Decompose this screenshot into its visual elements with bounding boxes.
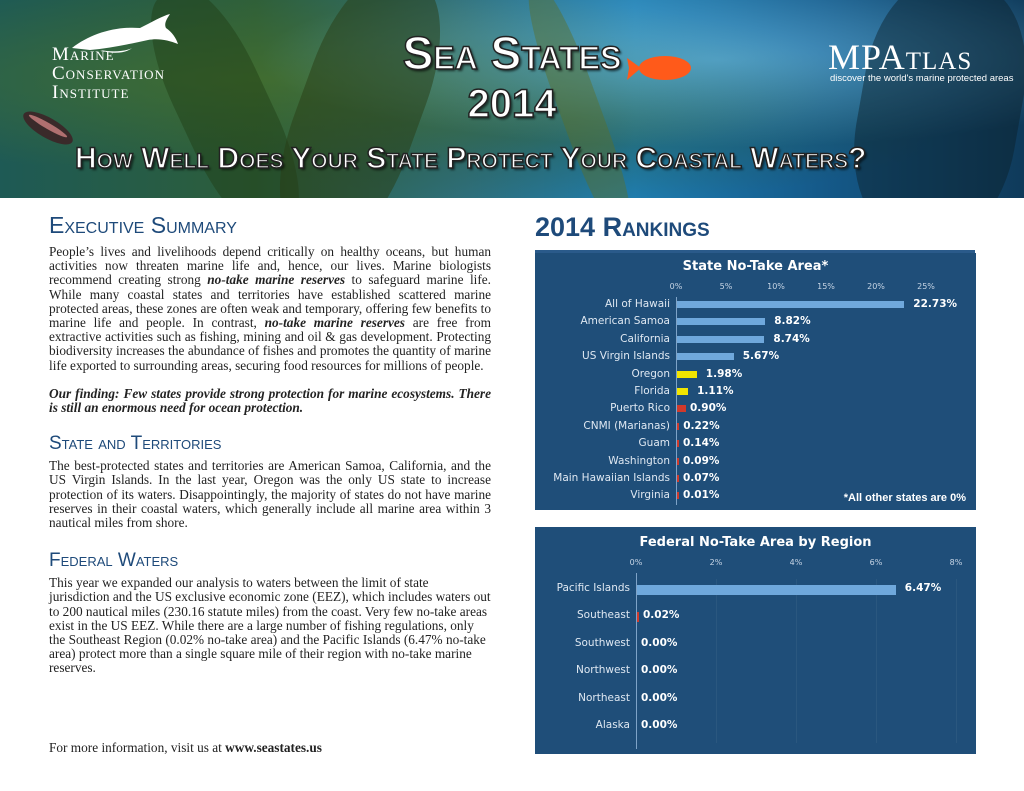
x-tick-label: 2% <box>709 558 723 567</box>
text-run: are free from extractive activities such as fishing, mining and oil & gas development. Protecting biodiversity increases the abundance of fishes and promotes the quantity of marine life exported to surrounding areas, securing food resources for millions of people. <box>49 315 491 373</box>
category-label: US Virgin Islands <box>582 350 670 363</box>
data-bar <box>677 353 734 360</box>
category-label: Southeast <box>577 609 630 622</box>
org-name-line: Marine <box>52 44 115 65</box>
data-bar <box>677 440 679 447</box>
x-tick-label: 0% <box>669 282 683 291</box>
value-label: 0.09% <box>683 454 720 467</box>
value-label: 22.73% <box>913 298 958 310</box>
website-link[interactable]: www.seastates.us <box>225 740 322 755</box>
value-label: 6.47% <box>904 582 942 594</box>
bar-row <box>535 401 976 418</box>
value-label: 0.00% <box>641 719 678 731</box>
data-bar <box>677 318 765 325</box>
value-label: 1.11% <box>697 385 734 397</box>
category-label: Northwest <box>575 664 630 677</box>
value-label: 5.67% <box>742 350 780 363</box>
report-title: Sea States <box>402 27 622 79</box>
category-label: CNMI (Marianas) <box>583 419 670 432</box>
x-tick-label: 4% <box>789 558 803 567</box>
x-tick-label: 6% <box>869 558 883 567</box>
category-label: California <box>620 332 670 345</box>
federal-heading: Federal Waters <box>49 550 179 572</box>
chart-footnote: *All other states are 0% <box>843 492 966 504</box>
bar-row <box>535 579 976 596</box>
mpatlas-logo: MPAtlas <box>828 37 973 77</box>
x-tick-label: 0% <box>629 558 643 567</box>
bar-row <box>535 419 976 436</box>
bar-row <box>535 314 976 331</box>
text-run: People’s lives and livelihoods depend critically on healthy oceans, but human activities now threaten marine life and, hence, our lives. Marine biologists recommend creating strong <box>49 244 491 288</box>
category-label: All of Hawaii <box>605 298 670 310</box>
category-label: Oregon <box>631 367 670 380</box>
data-bar <box>677 458 679 465</box>
rankings-heading: 2014 Rankings <box>535 212 710 242</box>
value-label: 0.22% <box>683 419 720 432</box>
x-tick-label: 5% <box>719 282 733 291</box>
federal-text: This year we expanded our analysis to waters between the limit of state jurisdiction and the US exclusive economic zone (EEZ), which includes waters out to 200 nautical miles (230.16 statute miles) from the coast. Very few no-take areas exist in the US EEZ. While there are a large number of fishing regulations, only the Southeast Region (0.02% no-take area) and the Pacific Islands (6.47% no-take area) protect more than a single square mile of their region with no-take marine reserves. <box>49 575 491 676</box>
data-bar <box>677 405 686 412</box>
x-tick-label: 8% <box>949 558 963 567</box>
report-subtitle: How Well Does Your State Protect Your Coastal Waters? <box>75 142 867 175</box>
value-label: 0.07% <box>683 472 720 484</box>
category-label: Main Hawaiian Islands <box>553 472 670 484</box>
category-label: Virginia <box>630 489 670 502</box>
category-label: Alaska <box>595 719 630 731</box>
executive-summary-text <box>49 245 491 373</box>
value-label: 8.74% <box>773 332 810 345</box>
bar-row <box>535 716 976 733</box>
left-column <box>49 212 491 676</box>
key-finding: Our finding: Few states provide strong protection for marine ecosystems. There is still an enormous need for ocean protection. <box>49 385 491 416</box>
bar-row <box>535 367 976 384</box>
chart-title: Federal No-Take Area by Region <box>639 535 872 550</box>
org-name-line: Conservation <box>52 63 165 84</box>
value-label: 8.82% <box>774 315 811 328</box>
value-label: 0.14% <box>683 437 720 450</box>
value-label: 0.00% <box>641 636 678 649</box>
data-bar <box>677 475 679 482</box>
x-tick-label: 25% <box>917 282 935 291</box>
bar-row <box>535 297 976 314</box>
mpatlas-tagline: discover the world's marine protected areas <box>830 73 1014 84</box>
states-heading: State and Territories <box>49 433 222 455</box>
state-no-take-chart <box>535 253 976 510</box>
data-bar <box>677 492 679 499</box>
more-info <box>49 740 322 756</box>
category-label: Florida <box>634 385 670 397</box>
bar-row <box>535 661 976 678</box>
org-name-line: Institute <box>52 82 130 103</box>
bar-row <box>535 332 976 349</box>
category-label: Northeast <box>578 691 630 704</box>
bar-row <box>535 384 976 401</box>
data-bar <box>677 301 904 308</box>
bar-row <box>535 634 976 651</box>
text-run: to safeguard marine life. While many coastal states and territories have established scattered marine protected areas, these zones are often weak and temporary, offering few benefits to marine life and people. In contrast, <box>49 272 491 331</box>
federal-no-take-chart <box>535 527 976 754</box>
data-bar <box>637 612 639 622</box>
data-bar <box>677 388 688 395</box>
category-label: Pacific Islands <box>556 582 630 594</box>
bar-row <box>535 454 976 471</box>
value-label: 0.02% <box>643 609 680 622</box>
x-tick-label: 20% <box>867 282 885 291</box>
report-year: 2014 <box>467 82 557 126</box>
value-label: 1.98% <box>705 367 743 380</box>
value-label: 0.90% <box>690 402 727 415</box>
emphasis-text: no-take marine reserves <box>207 272 346 288</box>
value-label: 0.00% <box>641 691 678 704</box>
header-banner <box>0 0 1024 198</box>
data-bar <box>677 336 764 343</box>
category-label: Guam <box>638 437 670 450</box>
x-tick-label: 15% <box>817 282 835 291</box>
data-bar <box>677 423 679 430</box>
more-info-text: For more information, visit us at <box>49 740 226 755</box>
bar-row <box>535 471 976 488</box>
chart-title: State No-Take Area* <box>682 259 829 274</box>
emphasis-text: no-take marine reserves <box>264 315 405 331</box>
category-label: Southwest <box>574 636 630 649</box>
value-label: 0.00% <box>641 664 678 677</box>
data-bar <box>677 371 697 378</box>
data-bar <box>637 585 896 595</box>
x-tick-label: 10% <box>767 282 785 291</box>
bar-row <box>535 689 976 706</box>
bar-row <box>535 606 976 623</box>
category-label: American Samoa <box>580 315 670 328</box>
executive-summary-heading: Executive Summary <box>49 212 237 238</box>
category-label: Puerto Rico <box>610 402 670 415</box>
value-label: 0.01% <box>683 489 720 502</box>
bar-row <box>535 436 976 453</box>
bar-row <box>535 349 976 366</box>
states-text: The best-protected states and territories are American Samoa, California, and the US Virgin Islands. In the last year, Oregon was the only US state to increase protection of its waters. Disappointingly, the majority of states do not have marine reserves in their coastal waters, which generally include all marine area within 3 nautical miles from shore. <box>49 458 491 531</box>
category-label: Washington <box>608 454 670 467</box>
